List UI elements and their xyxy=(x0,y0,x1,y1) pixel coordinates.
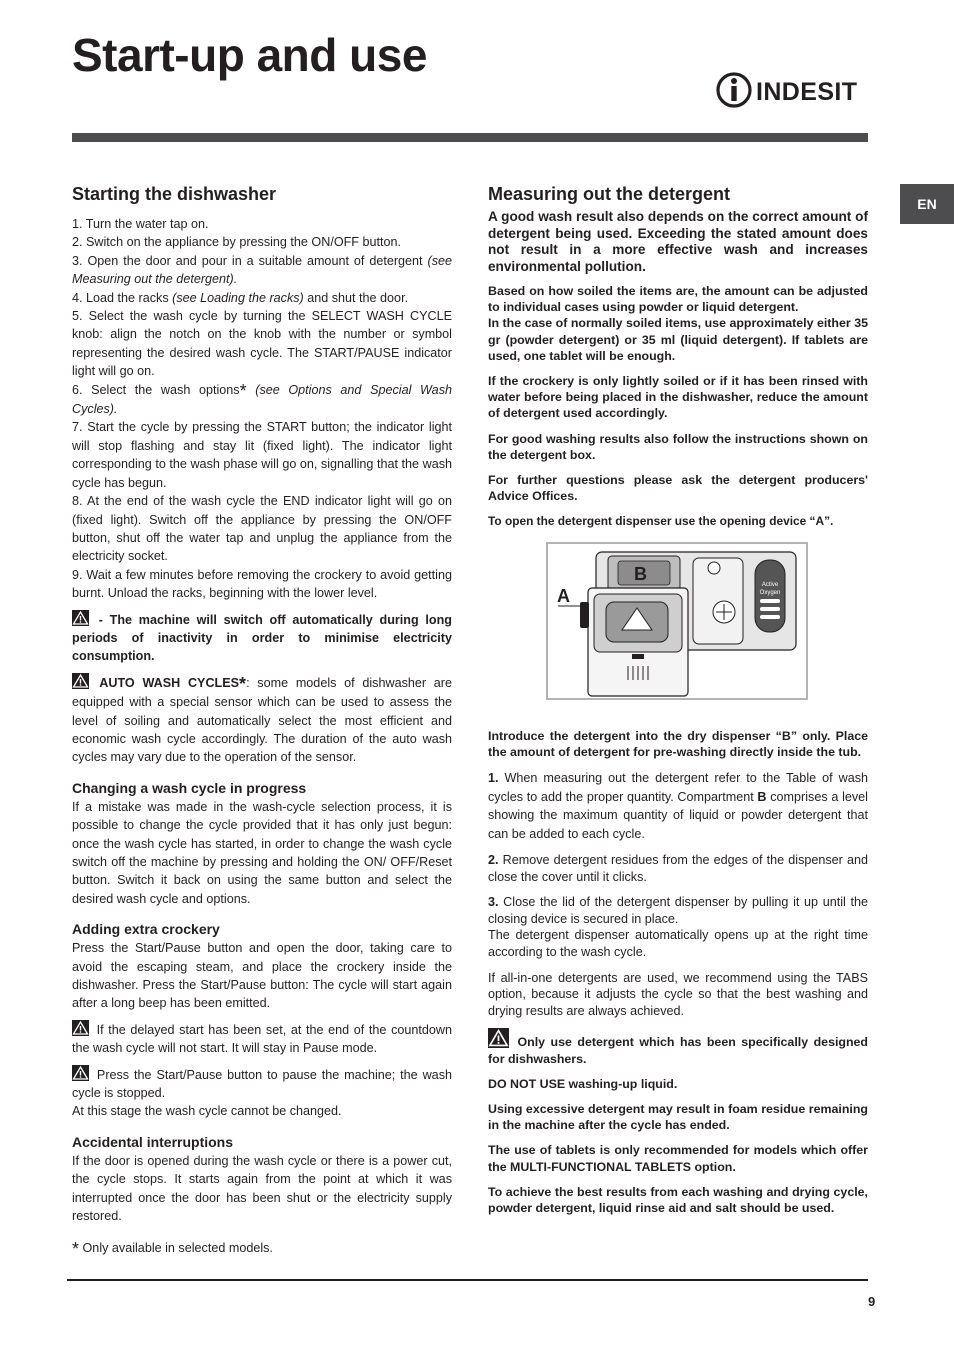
measuring-foam: Using excessive detergent may result in foam residue remaining in the machine after the cycle has ended. xyxy=(488,1102,868,1133)
measuring-step-1-compartment: B xyxy=(757,789,767,804)
right-column xyxy=(488,183,868,1225)
measuring-step-3-text: Close the lid of the detergent dispenser by pulling it up until the closing device is secured in place. xyxy=(488,895,868,926)
footnote-text: Only available in selected models. xyxy=(79,1241,273,1255)
subheading-adding: Adding extra crockery xyxy=(72,921,220,938)
measuring-tablets: The use of tablets is only recommended for models which offer the MULTI-FUNCTIONAL TABLETS option. xyxy=(488,1143,868,1174)
measuring-step-2-num: 2. xyxy=(488,853,499,868)
step-2: 2. Switch on the appliance by pressing the ON/OFF button. xyxy=(72,235,402,250)
step-6 xyxy=(72,381,452,419)
warning-icon xyxy=(72,1020,89,1036)
measuring-step-1 xyxy=(488,769,868,843)
step-3-reference: (see Measuring out the detergent). xyxy=(72,253,452,287)
measuring-step-1-end: comprises a level showing the maximum quantity of liquid or powder detergent that can be added to each cycle. xyxy=(488,789,868,841)
warning-dishwasher-detergent xyxy=(488,1028,868,1066)
step-4-end: and shut the door. xyxy=(303,290,409,305)
footer-rule xyxy=(67,1279,868,1281)
auto-wash-cycles xyxy=(72,673,452,767)
measuring-box-instructions: For good washing results also follow the instructions shown on the detergent box. xyxy=(488,431,868,462)
page-number: 9 xyxy=(868,1294,876,1309)
adding-warning-pause-text: Press the Start/Pause button to pause the machine; the wash cycle is stopped. xyxy=(72,1067,452,1101)
warning-auto-off-text: - The machine will switch off automatically during long periods of inactivity in order to minimise electricity consumption. xyxy=(72,612,452,664)
indesit-logo xyxy=(716,70,868,114)
footnote-asterisk: * xyxy=(72,1239,80,1259)
warning-icon xyxy=(488,1028,509,1048)
measuring-lightly: If the crockery is only lightly soiled or if it has been rinsed with water before being placed in the dishwasher, reduce the amount of detergent used accordingly. xyxy=(488,374,868,421)
measuring-step-3 xyxy=(488,894,868,927)
step-6-reference: (see Options and Special Wash Cycles). xyxy=(72,382,452,417)
measuring-open-device: To open the detergent dispenser use the opening device “A”. xyxy=(488,514,834,529)
adding-text: Press the Start/Pause button and open the door, taking care to avoid the escaping steam, and place the crockery inside the dishwasher. Press the Start/Pause button: The cycle will start again after a long beep has been emitted. xyxy=(72,941,452,1011)
detergent-dispenser-figure xyxy=(546,542,808,700)
auto-wash-text: : some models of dishwasher are equipped with a special sensor which can be used to assess the level of soiling and automatically select the most efficient and economic wash cycle accordingly. The duration of the auto wash cycles may vary due to the operation of the sensor. xyxy=(72,675,453,765)
measuring-step-1-text: When measuring out the detergent refer to the Table of wash cycles to add the proper quantity. Compartment xyxy=(488,771,868,804)
left-column xyxy=(72,183,452,1226)
adding-warning-delayed-text: If the delayed start has been set, at the end of the countdown the wash cycle will not start. It will stay in Pause mode. xyxy=(72,1022,452,1056)
adding-after-text: At this stage the wash cycle cannot be changed. xyxy=(72,1104,342,1119)
subheading-changing: Changing a wash cycle in progress xyxy=(72,779,307,796)
measuring-normal: In the case of normally soiled items, use approximately either 35 gr (powder detergent) or 35 ml (liquid detergent). If tablets are used, one tablet will be enough. xyxy=(488,316,868,363)
measuring-step-1-num: 1. xyxy=(488,771,499,786)
dial-label-active: Active xyxy=(761,581,779,588)
warning-icon xyxy=(72,1065,89,1081)
warning-dishwasher-detergent-text: Only use detergent which has been specifically designed for dishwashers. xyxy=(488,1035,868,1066)
step-3 xyxy=(72,252,452,289)
measuring-step-3-extra: The detergent dispenser automatically opens up at the right time according to the wash cycle. xyxy=(488,928,868,960)
adding-warning-delayed xyxy=(72,1020,452,1058)
measuring-advice: For further questions please ask the detergent producers' Advice Offices. xyxy=(488,473,868,504)
adding-warning-pause xyxy=(72,1065,452,1103)
dial-label-oxygen: Oxygen xyxy=(759,589,781,596)
measuring-soiled: Based on how soiled the items are, the amount can be adjusted to individual cases using powder or liquid detergent. xyxy=(488,284,868,315)
page-title: Start-up and use xyxy=(72,29,427,81)
step-6-asterisk: * xyxy=(239,380,247,401)
step-4 xyxy=(72,289,452,307)
auto-wash-label: AUTO WASH CYCLES xyxy=(92,675,240,690)
step-9: 9. Wait a few minutes before removing the crockery to avoid getting burnt. Unload the racks, beginning with the lower level. xyxy=(72,567,452,601)
warning-icon xyxy=(72,673,89,689)
footnote xyxy=(72,1239,273,1260)
header-rule xyxy=(72,133,868,142)
warning-icon xyxy=(72,610,89,626)
brand-logo-icon xyxy=(716,70,868,114)
step-7: 7. Start the cycle by pressing the START button; the indicator light will stop flashing and stay lit (fixed light). The indicator light corresponding to the wash phase will go on, signalling that the wash cycle has begun. xyxy=(72,420,452,490)
step-5: 5. Select the wash cycle by turning the SELECT WASH CYCLE knob: align the notch on the knob with the number or symbol representing the desired wash cycle. The START/PAUSE indicator light will go on. xyxy=(72,309,452,379)
brand-name: INDESIT xyxy=(756,78,858,106)
step-4-text: 4. Load the racks xyxy=(72,290,173,305)
measuring-dry-dispenser: Introduce the detergent into the dry dispenser “B” only. Place the amount of detergent for pre-washing directly inside the tub. xyxy=(488,728,868,759)
measuring-lead: A good wash result also depends on the correct amount of detergent being used. Exceeding the stated amount does not result in a more effective wash and increases environmental pollution. xyxy=(488,209,868,274)
step-8: 8. At the end of the wash cycle the END indicator light will go on (fixed light). Switch off the appliance by pressing the ON/OFF button, shut off the water tap and unplug the appliance from the electricity socket. xyxy=(72,494,452,564)
section-heading-starting: Starting the dishwasher xyxy=(72,184,277,204)
accidental-text: If the door is opened during the wash cycle or there is a power cut, the cycle stops. It starts again from the point at which it was interrupted once the door has been shut or the electricity supply restored. xyxy=(72,1153,452,1224)
warning-auto-off xyxy=(72,610,452,666)
section-heading-measuring: Measuring out the detergent xyxy=(488,184,731,204)
measuring-tabs: If all-in-one detergents are used, we recommend using the TABS option, because it adjusts the cycle so that the best washing and drying results are always achieved. xyxy=(488,970,868,1018)
step-6-text: 6. Select the wash options xyxy=(72,382,240,397)
measuring-best-results: To achieve the best results from each washing and drying cycle, powder detergent, liquid rinse aid and salt should be used. xyxy=(488,1184,868,1216)
figure-label-b: B xyxy=(634,563,647,584)
dispenser-illustration xyxy=(548,544,806,698)
measuring-step-3-num: 3. xyxy=(488,895,499,910)
auto-wash-asterisk: * xyxy=(239,673,247,694)
subheading-accidental: Accidental interruptions xyxy=(72,1133,234,1150)
measuring-no-washing-up: DO NOT USE washing-up liquid. xyxy=(488,1076,678,1091)
changing-text: If a mistake was made in the wash-cycle selection process, it is possible to change the cycle provided that it has only just begun: once the wash cycle has started, in order to change the wash cycle switch off the machine by pressing and holding the ON/ OFF/Reset button. Switch it back on using the same button and select the desired wash cycle and options. xyxy=(72,799,452,906)
step-3-text: 3. Open the door and pour in a suitable amount of detergent xyxy=(72,253,428,268)
measuring-step-2 xyxy=(488,852,868,885)
measuring-step-2-text: Remove detergent residues from the edges of the dispenser and close the cover until it clicks. xyxy=(488,853,868,884)
step-4-reference: (see Loading the racks) xyxy=(172,290,304,305)
language-tab: EN xyxy=(900,184,954,224)
step-1: 1. Turn the water tap on. xyxy=(72,217,209,231)
figure-label-a: A xyxy=(557,585,570,606)
